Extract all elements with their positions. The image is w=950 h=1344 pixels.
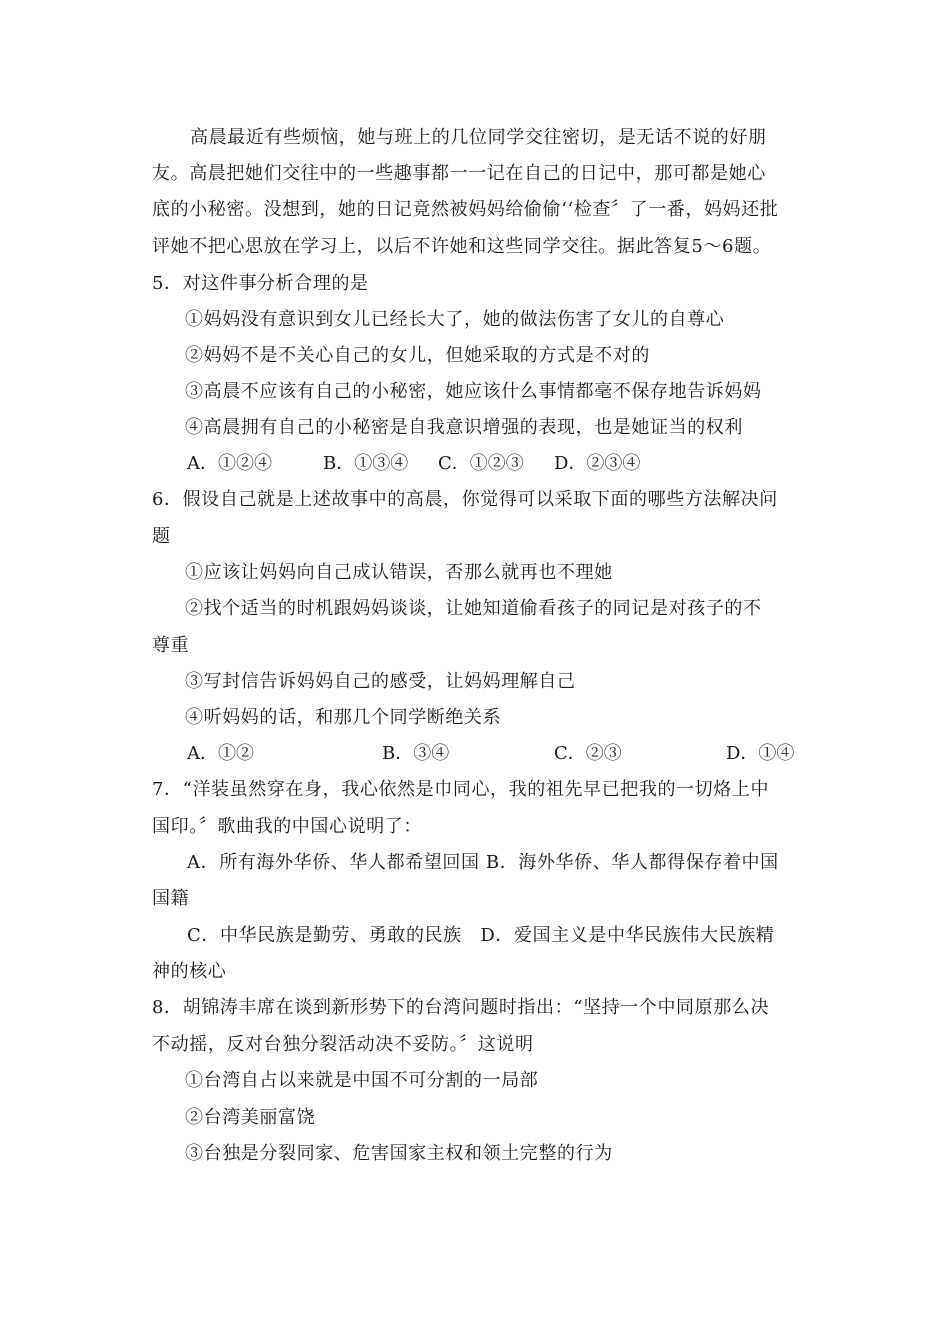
question-6-option-d: D．①④ — [726, 743, 795, 764]
question-6-option-a: A．①② — [187, 743, 254, 764]
question-5-option-a: A．①②④ — [187, 453, 272, 474]
question-7-stem: 国印。〞歌曲我的中国心说明了： — [152, 816, 422, 837]
question-7-option: C．中华民族是勤劳、勇敢的民族 D．爱国主义是中华民族伟大民族精 — [187, 925, 775, 946]
question-5-option-b: B．①③④ — [323, 453, 409, 474]
passage-line: 底的小秘密。没想到，她的日记竟然被妈妈给偷偷‘‘检查〞了一番，妈妈还批 — [152, 199, 779, 220]
passage-line: 高晨最近有些烦恼，她与班上的几位同学交往密切，是无话不说的好朋 — [190, 127, 767, 148]
question-7-option: 神的核心 — [152, 961, 227, 982]
question-6-option-c: C．②③ — [554, 743, 622, 764]
question-7-stem: 7．“洋装虽然穿在身，我心依然是巾同心，我的祖先早已把我的一切烙上中 — [152, 779, 770, 800]
question-8-stem: 8．胡锦涛丰席在谈到新形势下的台湾问题时指出：“坚持一个中同原那么决 — [152, 997, 770, 1018]
question-8-stem: 不动摇，反对台独分裂活动决不妥防。〞这说明 — [152, 1034, 534, 1055]
question-6-stem: 6．假设自己就是上述故事中的高晨，你觉得可以采取下面的哪些方法解决问 — [152, 489, 778, 510]
question-7-option: A．所有海外华侨、华人都希望回国 B．海外华侨、华人都得保存着中国 — [187, 852, 779, 873]
question-6-item: ②找个适当的时机跟妈妈谈谈，让她知道偷看孩子的同记是对孩子的不 — [185, 598, 762, 619]
question-6-item: ④听妈妈的话，和那几个同学断绝关系 — [185, 707, 502, 728]
question-8-item: ①台湾自占以来就是中国不可分割的一局部 — [185, 1070, 539, 1091]
passage-line: 评她不把心思放在学习上，以后不许她和这些同学交往。据此答复5～6题。 — [152, 236, 772, 257]
question-8-item: ②台湾美丽富饶 — [185, 1107, 316, 1128]
question-5-stem: 5．对这件事分析合理的是 — [152, 273, 369, 294]
question-6-item: ③写封信告诉妈妈自己的感受，让妈妈理解自己 — [185, 671, 576, 692]
question-7-option: 国籍 — [152, 888, 190, 909]
passage-line: 友。高晨把她们交往中的一些趣事都一一记在自己的日记中，那可都是她心 — [152, 163, 766, 184]
question-6-stem: 题 — [152, 526, 171, 547]
question-6-item: 尊重 — [152, 635, 190, 656]
question-5-item: ②妈妈不是不关心自己的女儿，但她采取的方式是不对的 — [185, 345, 650, 366]
question-5-item: ④高晨拥有自己的小秘密是自我意识增强的表现，也是她证当的权利 — [185, 417, 743, 438]
question-8-item: ③台独是分裂同家、危害国家主权和领土完整的行为 — [185, 1143, 613, 1164]
question-5-item: ①妈妈没有意识到女儿已经长大了，她的做法伤害了女儿的自尊心 — [185, 309, 725, 330]
question-5-option-c: C．①②③ — [438, 453, 524, 474]
question-5-option-d: D．②③④ — [554, 453, 641, 474]
question-5-item: ③高晨不应该有自己的小秘密，她应该什么事情都毫不保存地告诉妈妈 — [185, 381, 762, 402]
question-6-item: ①应该让妈妈向自己成认错误，否那么就再也不理她 — [185, 562, 613, 583]
question-6-option-b: B．③④ — [382, 743, 450, 764]
